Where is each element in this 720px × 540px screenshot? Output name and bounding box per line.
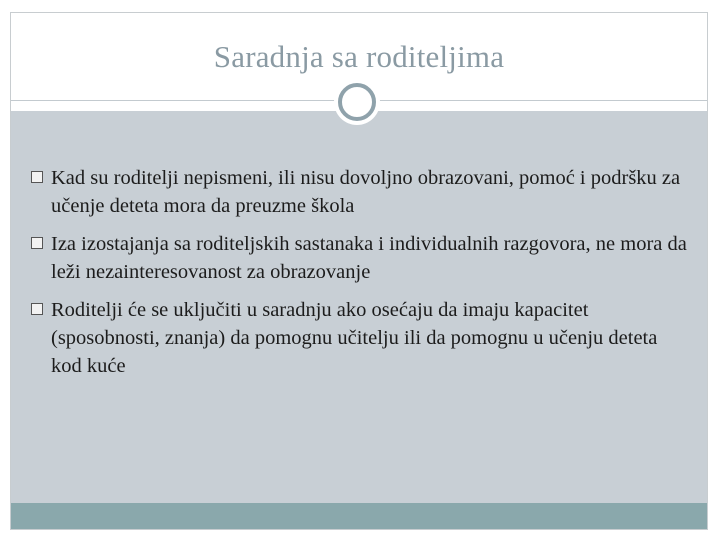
bullet-item bbox=[29, 296, 689, 380]
bullet-list bbox=[29, 164, 689, 390]
bullet-text: Iza izostajanja sa roditeljskih sastanaka i individualnih razgovora, ne mora da leži nezainteresovanost za obrazovanje bbox=[51, 233, 687, 283]
square-bullet-icon bbox=[31, 171, 43, 183]
bullet-text: Roditelji će se uključiti u saradnju ako osećaju da imaju kapacitet (sposobnosti, znanja) da pomognu učitelju ili da pomognu u učenju deteta kod kuće bbox=[51, 299, 658, 377]
content-area bbox=[11, 111, 707, 503]
bullet-item bbox=[29, 230, 689, 286]
footer-bar bbox=[11, 503, 707, 529]
slide-title: Saradnja sa roditeljima bbox=[213, 39, 505, 74]
square-bullet-icon bbox=[31, 303, 43, 315]
bullet-text: Kad su roditelji nepismeni, ili nisu dovoljno obrazovani, pomoć i podršku za učenje deteta mora da preuzme škola bbox=[51, 167, 681, 217]
slide bbox=[10, 12, 708, 530]
circle-ornament-icon bbox=[338, 83, 376, 121]
square-bullet-icon bbox=[31, 237, 43, 249]
bullet-item bbox=[29, 164, 689, 220]
